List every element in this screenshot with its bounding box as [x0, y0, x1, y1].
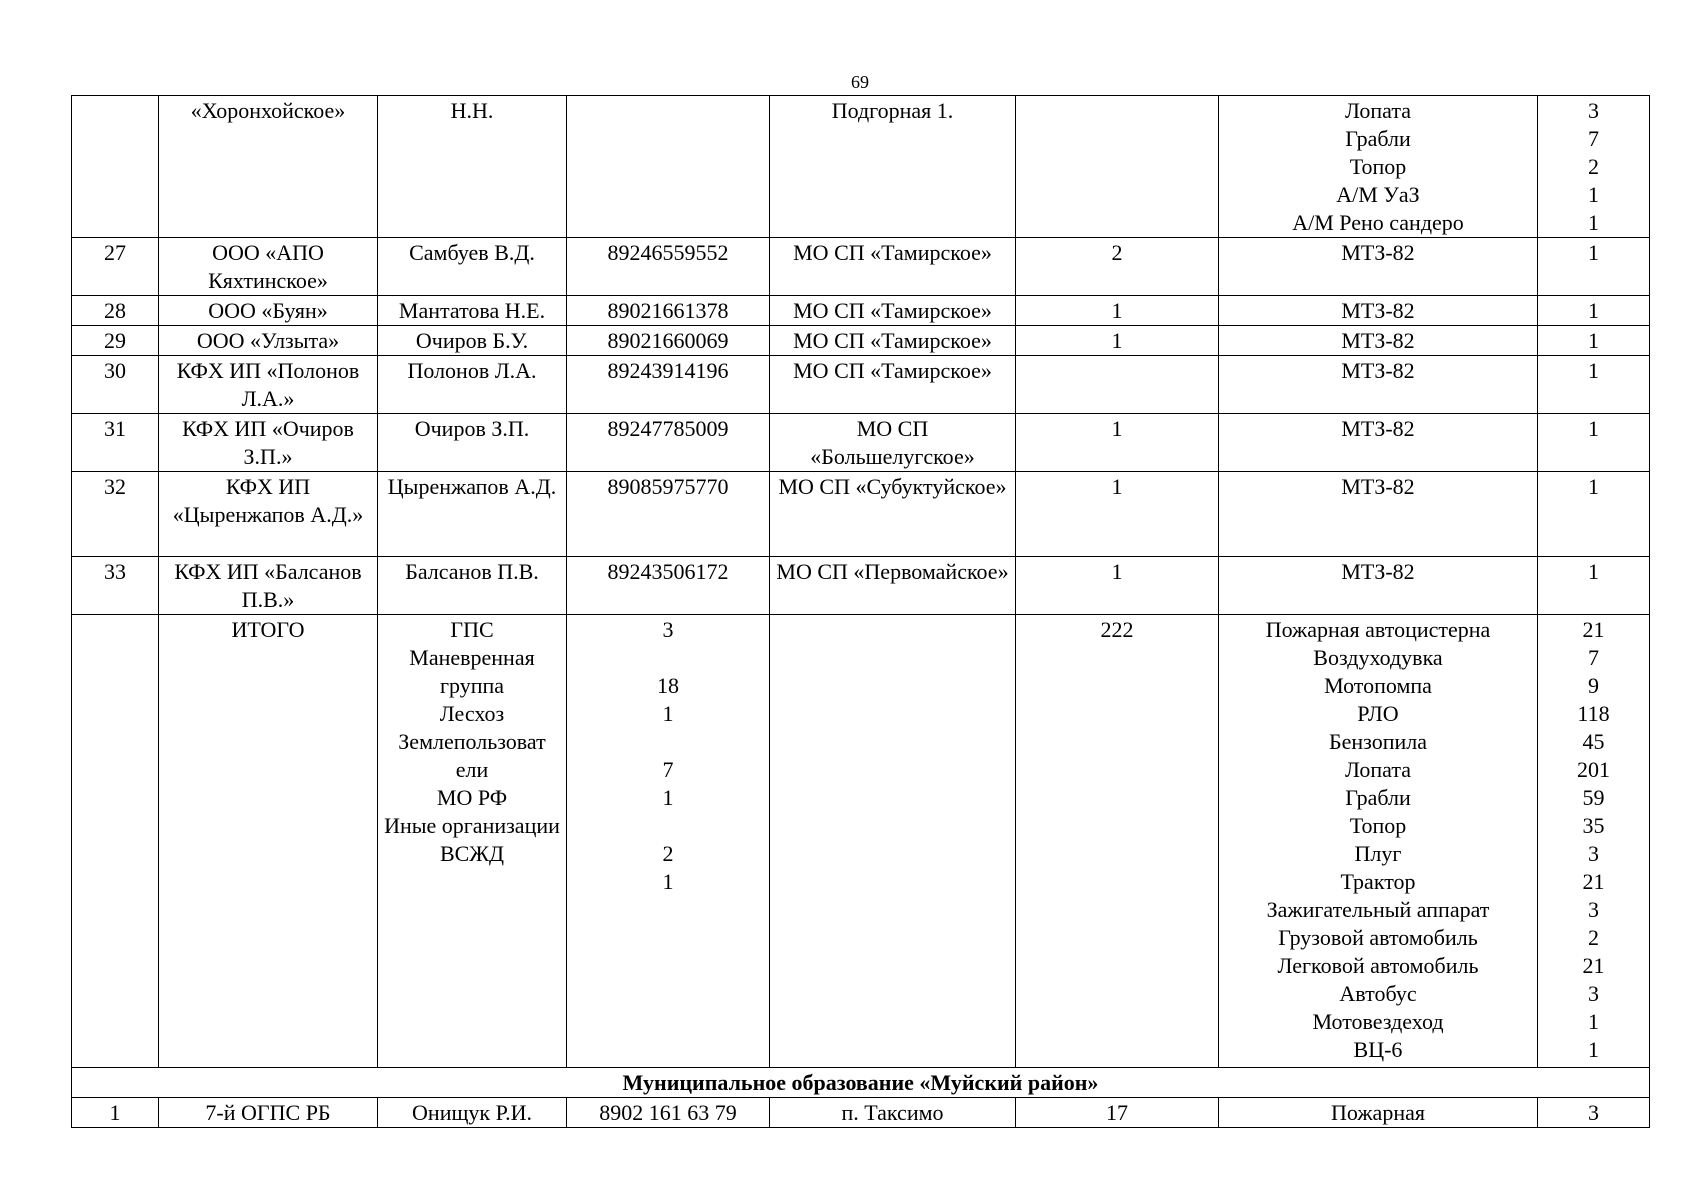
cell-equipment: МТЗ-82 [1219, 356, 1538, 414]
resources-table [71, 95, 1650, 1128]
cell-person: Цыренжапов А.Д. [378, 472, 567, 557]
cell-location: МО СП «Первомайское» [770, 557, 1016, 615]
cell-location: п. Таксимо [770, 1098, 1016, 1128]
cell-org: КФХ ИП «Цыренжапов А.Д.» [159, 472, 378, 557]
cell-person: Полонов Л.А. [378, 356, 567, 414]
cell-phone: 8902 161 63 79 [567, 1098, 770, 1128]
cell-location: МО СП «Тамирское» [770, 296, 1016, 326]
cell-location: МО СП «Тамирское» [770, 356, 1016, 414]
cell-num: 31 [72, 414, 159, 472]
cell-qty: 1 [1538, 296, 1650, 326]
cell-count: 1 [1016, 296, 1219, 326]
cell-equipment: Пожарная [1219, 1098, 1538, 1128]
cell-phone: 89021661378 [567, 296, 770, 326]
table-row [72, 296, 1650, 326]
section-header-row [72, 1068, 1650, 1098]
cell-person: Очиров Б.У. [378, 326, 567, 356]
cell-num: 33 [72, 557, 159, 615]
cell-count: 222 [1016, 615, 1219, 1068]
cell-org: КФХ ИП «Очиров З.П.» [159, 414, 378, 472]
cell-org: 7-й ОГПС РБ [159, 1098, 378, 1128]
cell-person: Онищук Р.И. [378, 1098, 567, 1128]
cell-qty: 1 [1538, 472, 1650, 557]
cell-location: МО СП «Субуктуйское» [770, 472, 1016, 557]
cell-qty: 1 [1538, 238, 1650, 296]
cell-org: ИТОГО [159, 615, 378, 1068]
cell-phone: 89246559552 [567, 238, 770, 296]
cell-qty: 1 [1538, 414, 1650, 472]
cell-location: МО СП «Большелугское» [770, 414, 1016, 472]
table-body [72, 96, 1650, 1128]
cell-phone: 89243506172 [567, 557, 770, 615]
cell-person: Самбуев В.Д. [378, 238, 567, 296]
cell-phone: 89243914196 [567, 356, 770, 414]
cell-org: КФХ ИП «Полонов Л.А.» [159, 356, 378, 414]
cell-phone: 3 18 1 7 1 2 1 [567, 615, 770, 1068]
table-row [72, 1098, 1650, 1128]
cell-phone: 89085975770 [567, 472, 770, 557]
cell-qty: 1 [1538, 326, 1650, 356]
cell-num: 32 [72, 472, 159, 557]
cell-equipment: МТЗ-82 [1219, 557, 1538, 615]
cell-org: ООО «Буян» [159, 296, 378, 326]
table-row [72, 356, 1650, 414]
cell-equipment: МТЗ-82 [1219, 472, 1538, 557]
cell-equipment: МТЗ-82 [1219, 414, 1538, 472]
cell-equipment: Лопата Грабли Топор А/М УаЗ А/М Рено сандеро [1219, 96, 1538, 238]
cell-qty: 3 [1538, 1098, 1650, 1128]
cell-count: 1 [1016, 326, 1219, 356]
cell-num [72, 96, 159, 238]
table-row [72, 472, 1650, 557]
cell-count: 1 [1016, 557, 1219, 615]
table-row [72, 96, 1650, 238]
cell-person: Балсанов П.В. [378, 557, 567, 615]
cell-person: Мантатова Н.Е. [378, 296, 567, 326]
table-row [72, 557, 1650, 615]
cell-count: 2 [1016, 238, 1219, 296]
cell-location: МО СП «Тамирское» [770, 238, 1016, 296]
cell-count [1016, 356, 1219, 414]
cell-phone: 89021660069 [567, 326, 770, 356]
cell-qty: 1 [1538, 356, 1650, 414]
cell-num: 1 [72, 1098, 159, 1128]
table-row [72, 326, 1650, 356]
cell-qty: 1 [1538, 557, 1650, 615]
cell-location [770, 615, 1016, 1068]
cell-num: 30 [72, 356, 159, 414]
cell-count [1016, 96, 1219, 238]
cell-num: 29 [72, 326, 159, 356]
section-header: Муниципальное образование «Муйский район» [72, 1068, 1650, 1098]
cell-org: ООО «АПО Кяхтинское» [159, 238, 378, 296]
cell-count: 17 [1016, 1098, 1219, 1128]
cell-location: МО СП «Тамирское» [770, 326, 1016, 356]
table-row [72, 238, 1650, 296]
cell-phone: 89247785009 [567, 414, 770, 472]
table-row [72, 414, 1650, 472]
cell-count: 1 [1016, 414, 1219, 472]
cell-equipment: Пожарная автоцистерна Воздуходувка Мотопомпа РЛО Бензопила Лопата Грабли Топор Плуг Трактор Зажигательный аппарат Грузовой автомобиль Легковой автомобиль Автобус Мотовездеход ВЦ-6 [1219, 615, 1538, 1068]
cell-org: КФХ ИП «Балсанов П.В.» [159, 557, 378, 615]
cell-qty: 21 7 9 118 45 201 59 35 3 21 3 2 21 3 1 1 [1538, 615, 1650, 1068]
cell-location: Подгорная 1. [770, 96, 1016, 238]
table-row-total [72, 615, 1650, 1068]
cell-person: ГПС Маневренная группа Лесхоз Землепользоват ели МО РФ Иные организации ВСЖД [378, 615, 567, 1068]
cell-num: 27 [72, 238, 159, 296]
cell-equipment: МТЗ-82 [1219, 238, 1538, 296]
cell-org: ООО «Улзыта» [159, 326, 378, 356]
cell-equipment: МТЗ-82 [1219, 326, 1538, 356]
cell-num [72, 615, 159, 1068]
cell-org: «Хоронхойское» [159, 96, 378, 238]
cell-person: Н.Н. [378, 96, 567, 238]
cell-person: Очиров З.П. [378, 414, 567, 472]
page-number: 69 [851, 72, 869, 92]
cell-num: 28 [72, 296, 159, 326]
cell-phone [567, 96, 770, 238]
cell-count: 1 [1016, 472, 1219, 557]
cell-equipment: МТЗ-82 [1219, 296, 1538, 326]
cell-qty: 3 7 2 1 1 [1538, 96, 1650, 238]
